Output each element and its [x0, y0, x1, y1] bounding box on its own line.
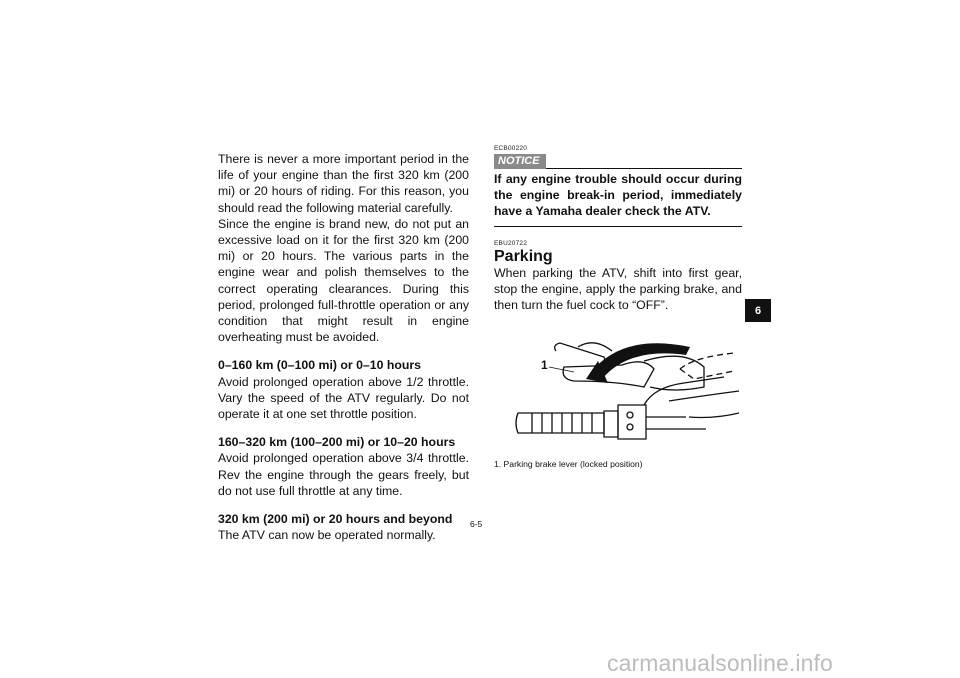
breakin-text-3: The ATV can now be operated normally.	[218, 528, 436, 543]
intro-paragraph-2: Since the engine is brand new, do not put an excessive load on it for the first 320 km (200 mi) or 20 hours. The various parts in the engine wear and polish themselves to the correct operating clearances. During this period, prolonged full-throttle operation or any condition that might result in engine overheating must be avoided.	[218, 216, 469, 345]
notice-header	[494, 154, 742, 169]
page-number: 6-5	[470, 519, 483, 529]
breakin-text-2: Avoid prolonged operation above 3/4 throttle. Rev the engine through the gears freely, but do not use full throttle at any time.	[218, 451, 469, 498]
notice-rule	[546, 168, 742, 169]
figure-caption: 1. Parking brake lever (locked position)	[494, 459, 643, 470]
handlebar-illustration	[494, 327, 742, 445]
parking-brake-figure	[494, 327, 742, 445]
intro-paragraph-1: There is never a more important period in the life of your engine than the first 320 km (200 mi) or 20 hours of riding. For this reason, you should read the following material carefully.	[218, 152, 469, 215]
figure-callout-1: 1	[541, 358, 548, 373]
parking-title: Parking	[494, 247, 553, 265]
notice-end-rule	[494, 226, 742, 227]
parking-code: EBU20722	[494, 239, 528, 247]
notice-badge: NOTICE	[494, 154, 546, 169]
notice-code: ECB00220	[494, 145, 528, 152]
breakin-heading-3: 320 km (200 mi) or 20 hours and beyond	[218, 512, 453, 527]
left-column	[218, 151, 469, 543]
breakin-heading-1: 0–160 km (0–100 mi) or 0–10 hours	[218, 358, 422, 373]
chapter-tab: 6	[745, 299, 771, 322]
right-column	[494, 145, 742, 469]
parking-text: When parking the ATV, shift into first gear, stop the engine, apply the parking brake, and then turn the fuel cock to “OFF”.	[494, 265, 742, 313]
watermark-text: carmanualsonline.info	[607, 650, 833, 676]
notice-text: If any engine trouble should occur during the engine break-in period, immediately have a Yamaha dealer check the ATV.	[494, 172, 742, 219]
breakin-heading-2: 160–320 km (100–200 mi) or 10–20 hours	[218, 435, 456, 450]
breakin-text-1: Avoid prolonged operation above 1/2 throttle. Vary the speed of the ATV regularly. Do not operate it at one set throttle position.	[218, 374, 469, 422]
